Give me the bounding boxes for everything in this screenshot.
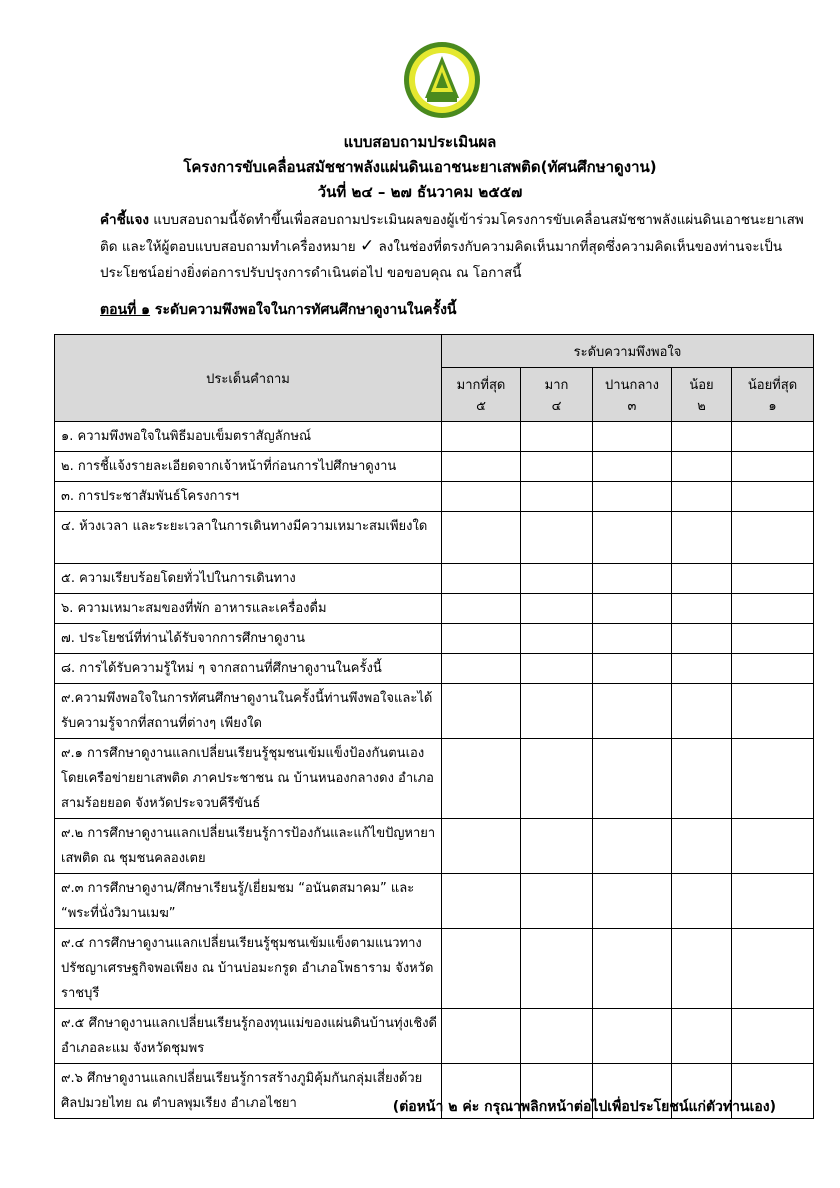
rating-cell-level-1[interactable] xyxy=(732,929,814,1009)
rating-cell-level-1[interactable] xyxy=(732,874,814,929)
rating-cell-level-1[interactable] xyxy=(732,482,814,512)
rating-cell-level-2[interactable] xyxy=(672,654,732,684)
question-text: ๙.ความพึงพอใจในการทัศนศึกษาดูงานในครั้งนี้ท่านพึงพอใจและได้รับความรู้จากที่สถานที่ต่างๆ เพียงใด xyxy=(55,684,442,739)
rating-cell-level-5[interactable] xyxy=(442,739,521,819)
rating-cell-level-3[interactable] xyxy=(593,929,672,1009)
rating-cell-level-3[interactable] xyxy=(593,739,672,819)
rating-cell-level-2[interactable] xyxy=(672,819,732,874)
rating-cell-level-1[interactable] xyxy=(732,684,814,739)
satisfaction-level-header: ระดับความพึงพอใจ xyxy=(442,335,814,368)
rating-cell-level-1[interactable] xyxy=(732,624,814,654)
rating-cell-level-3[interactable] xyxy=(593,452,672,482)
table-row xyxy=(55,929,814,1009)
rating-cell-level-4[interactable] xyxy=(521,874,593,929)
section-title: ระดับความพึงพอใจในการทัศนศึกษาดูงานในครั้งนี้ xyxy=(150,302,457,318)
table-row xyxy=(55,624,814,654)
rating-cell-level-3[interactable] xyxy=(593,512,672,564)
rating-cell-level-5[interactable] xyxy=(442,1009,521,1064)
satisfaction-table xyxy=(54,334,814,1119)
rating-cell-level-3[interactable] xyxy=(593,654,672,684)
rating-cell-level-3[interactable] xyxy=(593,624,672,654)
rating-cell-level-2[interactable] xyxy=(672,684,732,739)
question-text: ๙.๕ ศึกษาดูงานแลกเปลี่ยนเรียนรู้กองทุนแม่ของแผ่นดินบ้านทุ่งเชิงดี อำเภอละแม จังหวัดชุมพร xyxy=(55,1009,442,1064)
table-row xyxy=(55,452,814,482)
question-text: ๑. ความพึงพอใจในพิธีมอบเข็มตราสัญลักษณ์ xyxy=(55,422,442,452)
form-title: แบบสอบถามประเมินผล xyxy=(343,133,497,151)
rating-cell-level-4[interactable] xyxy=(521,654,593,684)
table-row xyxy=(55,564,814,594)
rating-cell-level-3[interactable] xyxy=(593,482,672,512)
section-label: ตอนที่ ๑ xyxy=(100,302,151,318)
rating-cell-level-1[interactable] xyxy=(732,422,814,452)
question-text: ๗. ประโยชน์ที่ท่านได้รับจากการศึกษาดูงาน xyxy=(55,624,442,654)
rating-cell-level-4[interactable] xyxy=(521,739,593,819)
question-text: ๙.๓ การศึกษาดูงาน/ศึกษาเรียนรู้/เยี่ยมชม “อนันตสมาคม” และ “พระที่นั่งวิมานเมฆ” xyxy=(55,874,442,929)
rating-cell-level-4[interactable] xyxy=(521,624,593,654)
rating-cell-level-2[interactable] xyxy=(672,929,732,1009)
rating-cell-level-3[interactable] xyxy=(593,564,672,594)
question-column-header: ประเด็นคำถาม xyxy=(55,335,442,422)
rating-cell-level-4[interactable] xyxy=(521,819,593,874)
rating-cell-level-1[interactable] xyxy=(732,594,814,624)
table-row xyxy=(55,512,814,564)
question-text: ๙.๑ การศึกษาดูงานแลกเปลี่ยนเรียนรู้ชุมชนเข้มแข็งป้องกันตนเอง โดยเครือข่ายยาเสพติด ภาคประชาชน ณ บ้านหนองกลางดง อำเภอสามร้อยยอด จังหวัดประจวบคีรีขันธ์ xyxy=(55,739,442,819)
checkmark-icon: ✓ xyxy=(359,236,375,256)
instructions-label: คำชี้แจง xyxy=(100,212,149,228)
table-row xyxy=(55,684,814,739)
seal-logo-icon xyxy=(402,40,482,120)
level-1-header: น้อยที่สุด ๑ xyxy=(732,368,814,422)
table-row xyxy=(55,422,814,452)
footer-note: (ต่อหน้า ๒ ค่ะ กรุณาพลิกหน้าต่อไปเพื่อประโยชน์แก่ตัวท่านเอง) xyxy=(392,1099,776,1115)
rating-cell-level-1[interactable] xyxy=(732,512,814,564)
rating-cell-level-5[interactable] xyxy=(442,684,521,739)
rating-cell-level-5[interactable] xyxy=(442,654,521,684)
question-text: ๕. ความเรียบร้อยโดยทั่วไปในการเดินทาง xyxy=(55,564,442,594)
rating-cell-level-1[interactable] xyxy=(732,654,814,684)
table-row xyxy=(55,654,814,684)
rating-cell-level-1[interactable] xyxy=(732,564,814,594)
rating-cell-level-5[interactable] xyxy=(442,482,521,512)
rating-cell-level-4[interactable] xyxy=(521,482,593,512)
rating-cell-level-4[interactable] xyxy=(521,422,593,452)
rating-cell-level-2[interactable] xyxy=(672,482,732,512)
rating-cell-level-4[interactable] xyxy=(521,1009,593,1064)
project-title: โครงการขับเคลื่อนสมัชชาพลังแผ่นดินเอาชนะยาเสพติด(ทัศนศึกษาดูงาน) xyxy=(183,158,657,176)
instructions xyxy=(100,207,812,286)
rating-cell-level-1[interactable] xyxy=(732,1009,814,1064)
rating-cell-level-1[interactable] xyxy=(732,452,814,482)
rating-cell-level-5[interactable] xyxy=(442,564,521,594)
rating-cell-level-3[interactable] xyxy=(593,594,672,624)
rating-cell-level-1[interactable] xyxy=(732,819,814,874)
level-3-header: ปานกลาง ๓ xyxy=(593,368,672,422)
rating-cell-level-2[interactable] xyxy=(672,624,732,654)
question-text: ๙.๖ ศึกษาดูงานแลกเปลี่ยนเรียนรู้การสร้างภูมิคุ้มกันกลุ่มเสี่ยงด้วยศิลปมวยไทย ณ ตำบลพุมเรียง อำเภอไชยา xyxy=(55,1064,442,1119)
rating-cell-level-4[interactable] xyxy=(521,594,593,624)
rating-cell-level-5[interactable] xyxy=(442,624,521,654)
table-row xyxy=(55,1009,814,1064)
rating-cell-level-2[interactable] xyxy=(672,874,732,929)
rating-cell-level-3[interactable] xyxy=(593,684,672,739)
table-row xyxy=(55,739,814,819)
table-row xyxy=(55,874,814,929)
table-row xyxy=(55,594,814,624)
question-text: ๙.๒ การศึกษาดูงานแลกเปลี่ยนเรียนรู้การป้องกันและแก้ไขปัญหายาเสพติด ณ ชุมชนคลองเตย xyxy=(55,819,442,874)
rating-cell-level-5[interactable] xyxy=(442,874,521,929)
rating-cell-level-3[interactable] xyxy=(593,1009,672,1064)
rating-cell-level-3[interactable] xyxy=(593,422,672,452)
rating-cell-level-4[interactable] xyxy=(521,684,593,739)
question-text: ๙.๔ การศึกษาดูงานแลกเปลี่ยนเรียนรู้ชุมชนเข้มแข็งตามแนวทางปรัชญาเศรษฐกิจพอเพียง ณ บ้านบ่อมะกรูด อำเภอโพธาราม จังหวัดราชบุรี xyxy=(55,929,442,1009)
rating-cell-level-5[interactable] xyxy=(442,512,521,564)
question-text: ๓. การประชาสัมพันธ์โครงการฯ xyxy=(55,482,442,512)
rating-cell-level-3[interactable] xyxy=(593,874,672,929)
rating-cell-level-2[interactable] xyxy=(672,422,732,452)
instructions-text-2: ลงในช่องที่ตรงกับความคิดเห็นมากที่สุดซึ่งความคิดเห็นของท่านจะเป็นประโยชน์อย่างยิ่งต่อการปรับปรุงการดำเนินต่อไป ขอขอบคุณ ณ โอกาสนี้ xyxy=(100,239,783,281)
rating-cell-level-5[interactable] xyxy=(442,452,521,482)
rating-cell-level-3[interactable] xyxy=(593,819,672,874)
rating-cell-level-5[interactable] xyxy=(442,422,521,452)
rating-cell-level-2[interactable] xyxy=(672,1009,732,1064)
rating-cell-level-5[interactable] xyxy=(442,594,521,624)
question-text: ๘. การได้รับความรู้ใหม่ ๆ จากสถานที่ศึกษาดูงานในครั้งนี้ xyxy=(55,654,442,684)
event-date: วันที่ ๒๔ – ๒๗ ธันวาคม ๒๕๕๗ xyxy=(317,183,523,201)
rating-cell-level-4[interactable] xyxy=(521,452,593,482)
rating-cell-level-2[interactable] xyxy=(672,594,732,624)
instructions-text-1: แบบสอบถามนี้จัดทำขึ้นเพื่อสอบถามประเมินผลของผู้เข้าร่วมโครงการขับเคลื่อนสมัชชาพลังแผ่นดินเอาชนะยาเสพติด และให้ผู้ตอบแบบสอบถามทำเครื่องหมาย xyxy=(100,212,804,255)
level-4-header: มาก ๔ xyxy=(521,368,593,422)
rating-cell-level-4[interactable] xyxy=(521,512,593,564)
question-text: ๒. การชี้แจ้งรายละเอียดจากเจ้าหน้าที่ก่อนการไปศึกษาดูงาน xyxy=(55,452,442,482)
level-2-header: น้อย ๒ xyxy=(672,368,732,422)
rating-cell-level-5[interactable] xyxy=(442,929,521,1009)
rating-cell-level-4[interactable] xyxy=(521,564,593,594)
rating-cell-level-1[interactable] xyxy=(732,739,814,819)
table-row xyxy=(55,482,814,512)
rating-cell-level-2[interactable] xyxy=(672,452,732,482)
table-row xyxy=(55,819,814,874)
rating-cell-level-2[interactable] xyxy=(672,564,732,594)
rating-cell-level-2[interactable] xyxy=(672,739,732,819)
rating-cell-level-5[interactable] xyxy=(442,819,521,874)
rating-cell-level-4[interactable] xyxy=(521,929,593,1009)
question-text: ๔. ห้วงเวลา และระยะเวลาในการเดินทางมีความเหมาะสมเพียงใด xyxy=(55,512,442,564)
section-heading xyxy=(100,299,456,321)
level-5-header: มากที่สุด ๕ xyxy=(442,368,521,422)
rating-cell-level-2[interactable] xyxy=(672,512,732,564)
question-text: ๖. ความเหมาะสมของที่พัก อาหารและเครื่องดื่ม xyxy=(55,594,442,624)
